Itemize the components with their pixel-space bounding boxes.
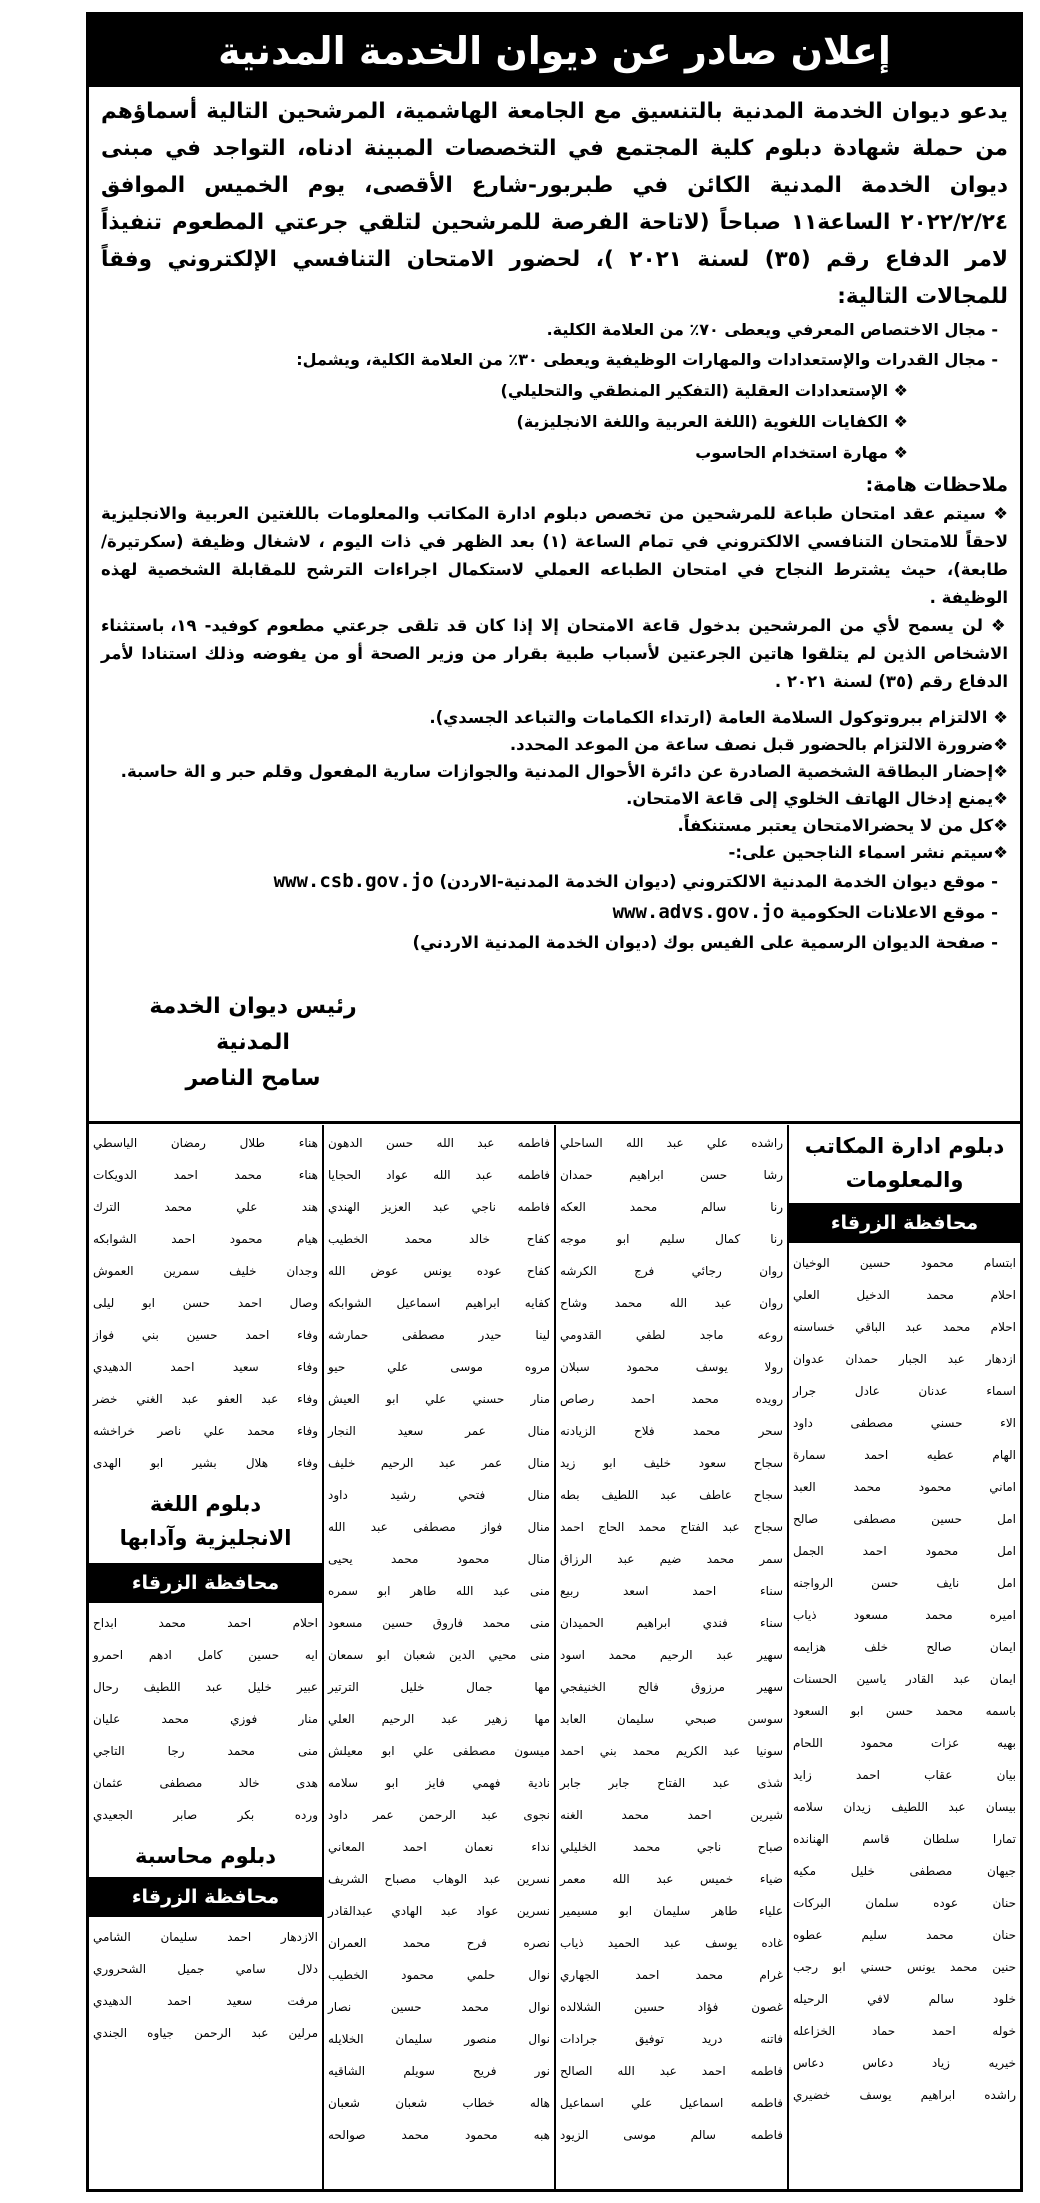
candidate-name: امل محمود احمد الجمل [793, 1544, 1016, 1558]
candidate-name: رشا حسن ابراهيم حمدان [560, 1168, 783, 1182]
signature-name: سامح الناصر [185, 1066, 321, 1091]
candidate-name: نجوى عبد الرحمن عمر داود [328, 1808, 550, 1822]
bullet-item: ❖ الالتزام ببروتوكول السلامة العامة (ارتداء الكمامات والتباعد الجسدي). [429, 708, 1008, 727]
candidate-name: احلام احمد محمد ابداح [93, 1616, 318, 1630]
name-list [89, 1607, 322, 1831]
note-item: ❖ سيتم عقد امتحان طباعة للمرشحين من تخصص دبلوم ادارة المكاتب والمعلومات باللغتين العربية والانجليزية لاحقاً للامتحان التنافسي الالكتروني في تمام الساعة (١) بعد الظهر في ذات اليوم ، لاشغال وظيفة (سكرتيرة/طابعة)، حيث يشترط النجاح في امتحان الطباعه العملي لاستكمال اجراءات الترشح للمقابلة الشخصية لهذه الوظيفة . [101, 504, 1008, 607]
candidate-name: رويده محمد احمد رصاص [560, 1392, 783, 1406]
candidate-name: احلام محمد الدخيل العلي [793, 1288, 1016, 1302]
candidate-name: رنا سالم محمد العكه [560, 1200, 783, 1214]
announcement-title: إعلان صادر عن ديوان الخدمة المدنية [89, 15, 1020, 87]
candidate-name: غصون فؤاد حسين الشلالده [560, 2000, 783, 2014]
candidate-name: امل نايف حسن الرواجنه [793, 1576, 1016, 1590]
candidates-column-1 [787, 1125, 1020, 2192]
candidate-name: راشده علي عبد الله الساحلي [560, 1136, 783, 1150]
candidate-name: غاده يوسف عبد الحميد ذياب [560, 1936, 783, 1950]
candidate-name: منال عمر سعيد النجار [328, 1424, 550, 1438]
candidate-name: منى محمد رجا التاجي [93, 1744, 318, 1758]
bullet-item: ❖يمنع إدخال الهاتف الخلوي إلى قاعة الامتحان. [626, 789, 1008, 808]
candidate-name: مها زهير عبد الرحيم العلي [328, 1712, 550, 1726]
candidate-name: روان عبد الله محمد وشاح [560, 1296, 783, 1310]
candidate-name: ايمان صالح خلف هزايمه [793, 1640, 1016, 1654]
candidate-name: امل حسين مصطفى صالح [793, 1512, 1016, 1526]
candidate-columns [89, 1125, 1020, 2192]
candidates-column-4 [89, 1125, 322, 2192]
site-label: - صفحة الديوان الرسمية على الفيس بوك (ديوان الخدمة المدنية الاردني) [412, 933, 998, 952]
candidate-name: ضياء خميس عبد الله معمر [560, 1872, 783, 1886]
candidate-name: نسرين عواد عبد الهادي عبدالقادر [328, 1904, 550, 1918]
candidate-name: منال فتحي رشيد داود [328, 1488, 550, 1502]
candidate-name: ازدهار عبد الجبار حمدان عدوان [793, 1352, 1016, 1366]
site-url[interactable]: www.csb.gov.jo [273, 870, 434, 892]
candidate-name: هدى خالد مصطفى عثمان [93, 1776, 318, 1790]
candidate-name: راشده ابراهيم يوسف خضيري [793, 2088, 1016, 2102]
candidate-name: سجاح سعود خليف ابو زيد [560, 1456, 783, 1470]
candidate-name: ميسون مصطفى علي ابو معيلش [328, 1744, 550, 1758]
bullet-item: ❖ضرورة الالتزام بالحضور قبل نصف ساعة من الموعد المحدد. [509, 735, 1008, 754]
candidate-name: وفاء محمد علي ناصر خراخشه [93, 1424, 318, 1438]
candidate-name: صباح ناجي محمد الخليلي [560, 1840, 783, 1854]
candidate-name: شيرين احمد محمد الغنه [560, 1808, 783, 1822]
candidate-name: عبير خليل عبد اللطيف رحال [93, 1680, 318, 1694]
candidate-name: هناء طلال رمضان الياسطي [93, 1136, 318, 1150]
candidate-name: وفاء هلال بشير ابو الهدى [93, 1456, 318, 1470]
candidate-name: كفاح خالد محمد الخطيب [328, 1232, 550, 1246]
candidate-name: ورده بكر صابر الجعيدي [93, 1808, 318, 1822]
candidate-name: كفايه ابراهيم اسماعيل الشوابكه [328, 1296, 550, 1310]
candidate-name: لينا حيدر مصطفى حمارشه [328, 1328, 550, 1342]
candidate-name: جيهان مصطفى خليل مكيه [793, 1864, 1016, 1878]
candidate-name: منال فواز مصطفى عبد الله [328, 1520, 550, 1534]
candidate-name: سمر محمد ضيم عبد الرزاق [560, 1552, 783, 1566]
candidate-name: منى محيي الدين شعبان ابو سمعان [328, 1648, 550, 1662]
candidate-name: سجاح عاطف عبد اللطيف بطه [560, 1488, 783, 1502]
candidate-name: خيريه زياد دعاس دعاس [793, 2056, 1016, 2070]
candidate-name: خلود سالم لافي الرحيله [793, 1992, 1016, 2006]
criteria-list [101, 315, 1008, 468]
candidate-name: فاطمه سالم موسى الزيود [560, 2128, 783, 2142]
candidate-name: رولا يوسف محمود سبلان [560, 1360, 783, 1374]
candidate-name: اسماء عدنان عادل جرار [793, 1384, 1016, 1398]
name-list [556, 1125, 787, 2151]
candidate-name: فاطمه احمد عبد الله الصالح [560, 2064, 783, 2078]
region-bar: محافظة الزرقاء [789, 1203, 1020, 1243]
site-label: - موقع ديوان الخدمة المدنية الالكتروني (ديوان الخدمة المدنية-الاردن) [439, 872, 998, 891]
candidate-name: نوال حلمي محمود الخطيب [328, 1968, 550, 1982]
candidate-name: مرلين عبد الرحمن جياوه الجندي [93, 2026, 318, 2040]
candidate-name: نور فريح سويلم الشاقيه [328, 2064, 550, 2078]
candidate-name: سحر محمد فلاح الزيادنه [560, 1424, 783, 1438]
announcement-body [101, 93, 1008, 1117]
site-url[interactable]: www.advs.gov.jo [612, 901, 785, 923]
section-heading-office-management: دبلوم ادارة المكاتب والمعلومات [804, 1134, 1005, 1192]
region-bar: محافظة الزرقاء [89, 1877, 322, 1917]
criteria-subitem: ❖ الإستعدادات العقلية (التفكير المنطقي والتحليلي) [500, 381, 908, 400]
candidate-name: مها جمال خليل الترتير [328, 1680, 550, 1694]
candidate-name: فاتنه دريد توفيق جرادات [560, 2032, 783, 2046]
candidate-name: منى عبد الله طاهر ابو سمره [328, 1584, 550, 1598]
candidate-name: حنين محمد يونس حسني ابو رجب [793, 1960, 1016, 1974]
candidate-name: ايمان عبد القادر ياسين الحسنات [793, 1672, 1016, 1686]
bullet-item: ❖سيتم نشر اسماء الناجحين على:- [728, 843, 1008, 862]
candidate-name: نصره فرح محمد العمران [328, 1936, 550, 1950]
candidate-name: وجدان خليف سمرين العموش [93, 1264, 318, 1278]
name-list [324, 1125, 554, 2151]
candidate-name: منال محمود محمد يحيى [328, 1552, 550, 1566]
candidate-name: اماني محمود محمد العبد [793, 1480, 1016, 1494]
candidate-name: علياء طاهر سليمان ابو مسيمير [560, 1904, 783, 1918]
site-row [101, 897, 998, 928]
candidate-name: حنان محمد سليم عطوه [793, 1928, 1016, 1942]
section-heading-accounting: دبلوم محاسبة [134, 1844, 277, 1868]
candidate-name: نادية فهمي فايز ابو سلامه [328, 1776, 550, 1790]
intro-paragraph: يدعو ديوان الخدمة المدنية بالتنسيق مع الجامعة الهاشمية، المرشحين التالية أسماؤهم من حملة شهادة دبلوم كلية المجتمع في التخصصات المبينة ادناه، التواجد في مبنى ديوان الخدمة المدنية الكائن في طبربور-شارع الأقصى، يوم الخميس الموافق ٢٠٢٢/٢/٢٤ الساعة١١ صباحاً (لاتاحة الفرصة للمرشحين لتلقي جرعتي المطعوم تنفيذاً لامر الدفاع رقم (٣٥) لسنة ٢٠٢١ )، لحضور الامتحان التنافسي الإلكتروني وفقاً للمجالات التالية: [101, 99, 1009, 309]
candidate-name: هبه محمود محمد صوالحه [328, 2128, 550, 2142]
candidate-name: كفاح عوده يونس عوض الله [328, 1264, 550, 1278]
bullet-item: ❖إحضار البطاقة الشخصية الصادرة عن دائرة الأحوال المدنية والجوازات سارية المفعول وقلم حبر و الة حاسبة. [120, 762, 1008, 781]
announcement-page [86, 12, 1023, 2192]
candidate-name: ايه حسين كامل ادهم احمرو [93, 1648, 318, 1662]
criteria-item: - مجال القدرات والإستعدادات والمهارات الوظيفية ويعطى ٣٠٪ من العلامة الكلية، ويشمل: [296, 350, 998, 369]
name-list [89, 1125, 322, 1479]
candidate-name: وفاء احمد حسين بني فواز [93, 1328, 318, 1342]
candidate-name: فاطمه ناجي عبد العزيز الهندي [328, 1200, 550, 1214]
candidate-name: نوال محمد حسين نصار [328, 2000, 550, 2014]
candidate-name: روان رجائي فرج الكرشه [560, 1264, 783, 1278]
candidate-name: ابتسام محمود حسين الوخيان [793, 1256, 1016, 1270]
candidate-name: الازدهار احمد سليمان الشامي [93, 1930, 318, 1944]
candidate-name: بيسان عبد اللطيف زيدان سلامه [793, 1800, 1016, 1814]
candidate-name: منار حسني علي ابو العيش [328, 1392, 550, 1406]
candidate-name: وفاء سعيد احمد الدهيدي [93, 1360, 318, 1374]
candidates-column-2 [554, 1125, 787, 2192]
candidate-name: غرام محمد احمد الجهاري [560, 1968, 783, 1982]
region-bar: محافظة الزرقاء [89, 1563, 322, 1603]
bullet-item: ❖كل من لا يحضرالامتحان يعتبر مستنكفاً. [677, 816, 1008, 835]
section-heading-english: دبلوم اللغة الانجليزية وآدابها [119, 1492, 292, 1550]
candidate-name: سهير مرزوق فالح الخنيفجي [560, 1680, 783, 1694]
criteria-subitem: ❖ الكفايات اللغوية (اللغة العربية واللغة الانجليزية) [516, 412, 908, 431]
candidate-name: منال عمر عبد الرحيم خليف [328, 1456, 550, 1470]
notes-heading: ملاحظات هامة: [865, 474, 1008, 496]
signature-title: رئيس ديوان الخدمة المدنية [149, 994, 357, 1055]
candidate-name: نوال منصور سليمان الخلايله [328, 2032, 550, 2046]
candidate-name: سناء احمد اسعد ربيع [560, 1584, 783, 1598]
candidate-name: احلام محمد عبد الباقي خساسنه [793, 1320, 1016, 1334]
candidate-name: هند علي محمد الترك [93, 1200, 318, 1214]
candidate-name: اميره محمد مسعود ذياب [793, 1608, 1016, 1622]
candidate-name: رنا كمال سليم ابو موجه [560, 1232, 783, 1246]
signature-block [138, 989, 368, 1097]
candidate-name: بهيه عزات محمود اللحام [793, 1736, 1016, 1750]
section-divider [89, 1121, 1020, 1124]
candidate-name: دلال سامي جميل الشحروري [93, 1962, 318, 1976]
candidate-name: سوسن صبحي سليمان العابد [560, 1712, 783, 1726]
candidate-name: سونيا عبد الكريم محمد بني احمد [560, 1744, 783, 1758]
criteria-item: - مجال الاختصاص المعرفي ويعطى ٧٠٪ من العلامة الكلية. [546, 320, 998, 339]
candidate-name: مرفت سعيد احمد الدهيدي [93, 1994, 318, 2008]
candidate-name: سناء فندي ابراهيم الحميدان [560, 1616, 783, 1630]
candidates-column-3 [322, 1125, 554, 2192]
note-item: ❖ لن يسمح لأي من المرشحين بدخول قاعة الامتحان إلا إذا كان قد تلقى جرعتي مطعوم كوفيد- ١٩، باستثناء الاشخاص الذين لم يتلقوا هاتين الجرعتين لأسباب طبية بقرار من وزير الصحة أو من يفوضه وذلك استنادا لأمر الدفاع رقم (٣٥) لسنة ٢٠٢١ . [101, 616, 1008, 691]
candidate-name: الهام عطيه احمد سمارة [793, 1448, 1016, 1462]
candidate-name: الاء حسني مصطفى داود [793, 1416, 1016, 1430]
candidate-name: فاطمه اسماعيل علي اسماعيل [560, 2096, 783, 2110]
candidate-name: خوله احمد حماد الخزاعله [793, 2024, 1016, 2038]
candidate-name: بيان عقاب احمد زايد [793, 1768, 1016, 1782]
candidate-name: هناء محمد احمد الدويكات [93, 1168, 318, 1182]
candidate-name: نداء نعمان احمد المعاني [328, 1840, 550, 1854]
candidate-name: منى محمد فاروق حسين مسعود [328, 1616, 550, 1630]
name-list [789, 1247, 1020, 2111]
site-row [101, 866, 998, 897]
candidate-name: هاله خطاب شعبان شعبان [328, 2096, 550, 2110]
candidate-name: نسرين عبد الوهاب مصباح الشريف [328, 1872, 550, 1886]
candidate-name: سهير عبد الرحيم محمد اسود [560, 1648, 783, 1662]
candidate-name: سجاح عبد الفتاح محمد الحاج احمد [560, 1520, 783, 1534]
site-label: - موقع الاعلانات الحكومية [789, 903, 998, 922]
candidate-name: روعه ماجد لطفي القدومي [560, 1328, 783, 1342]
candidate-name: مروه موسى علي حيو [328, 1360, 550, 1374]
candidate-name: تمارا سلطان قاسم الهنانده [793, 1832, 1016, 1846]
candidate-name: فاطمه عبد الله عواد الحجايا [328, 1168, 550, 1182]
candidate-name: باسمه محمد حسن ابو السعود [793, 1704, 1016, 1718]
candidate-name: حنان عوده سلمان البركات [793, 1896, 1016, 1910]
candidate-name: فاطمه عبد الله حسن الدهون [328, 1136, 550, 1150]
criteria-subitem: ❖ مهارة استخدام الحاسوب [695, 443, 908, 462]
candidate-name: وصال احمد حسن ابو ليلى [93, 1296, 318, 1310]
candidate-name: وفاء عبد العفو عبد الغني خضر [93, 1392, 318, 1406]
name-list [89, 1921, 322, 2049]
candidate-name: شذى عبد الفتاح جابر جابر [560, 1776, 783, 1790]
site-row [101, 928, 998, 958]
candidate-name: منار فوزي محمد عليان [93, 1712, 318, 1726]
candidate-name: هيام محمود احمد الشوابكه [93, 1232, 318, 1246]
